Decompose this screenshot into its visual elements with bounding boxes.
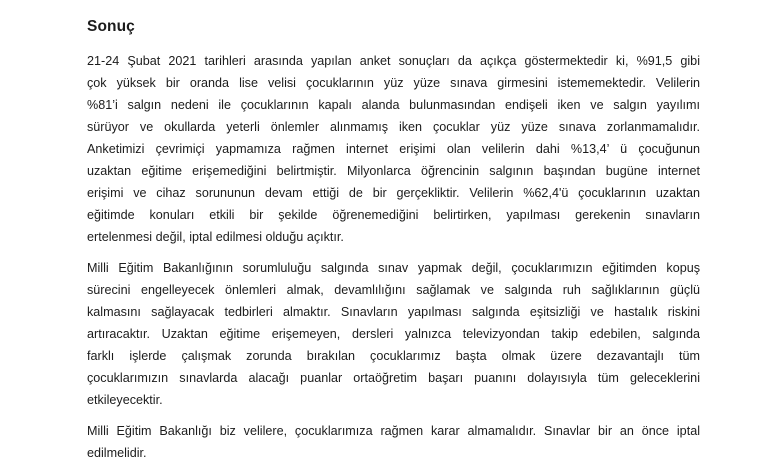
text-line: çok yüksek bir oranda lise velisi çocuklarının yüz yüze sınava girmesini istememektedir. Velilerin (87, 76, 700, 90)
text-line: 21-24 Şubat 2021 tarihleri arasında yapılan anket sonuçları da açıkça göstermektedir ki, %91,5 gibi (87, 54, 700, 68)
text-line: erişimi ve cihaz sorununun devam ettiği de bir gerçekliktir. Velilerin %62,4'ü çocuklarının uzaktan (87, 186, 700, 200)
text-line: Milli Eğitim Bakanlığının sorumluluğu salgında sınav yapmak değil, çocuklarımızın eğitimden kopuş (87, 261, 700, 275)
text-line: artıracaktır. Uzaktan eğitime erişemeyen, dersleri yalnızca televizyondan takip edebilen, salgında (87, 327, 700, 341)
text-line: çocuklarımızın sınavlarda alacağı puanlar ortaöğretim başarı puanını dolayısıyla tüm geleceklerini (87, 371, 700, 385)
text-line: Milli Eğitim Bakanlığı biz velilere, çocuklarımıza rağmen karar almamalıdır. Sınavlar bir an önce iptal (87, 424, 700, 438)
text-line: sürecini engelleyecek önlemleri almak, devamlılığını sağlamak ve salgında ruh sağlıklarının güçlü (87, 283, 700, 297)
text-line: farklı işlerde çalışmak zorunda bırakılan çocuklarımız başta olmak üzere dezavantajlı tüm (87, 349, 700, 363)
text-line: sürüyor ve okullarda yeterli önlemler alınmamış iken çocuklar yüz yüze sınava zorlanmamalıdır. (87, 120, 700, 134)
document-body (87, 50, 700, 464)
text-line: ertelenmesi değil, iptal edilmesi olduğu açıktır. (87, 230, 344, 244)
text-line: etkileyecektir. (87, 393, 163, 407)
paragraph (87, 50, 700, 248)
text-line: edilmelidir. (87, 446, 147, 460)
paragraph (87, 257, 700, 411)
paragraph (87, 420, 700, 464)
text-line: Anketimizi çevrimiçi yapmamıza rağmen internet erişimi olan velilerin dahi %13,4’ ü çocuğunun (87, 142, 700, 156)
text-line: kalmasını sağlayacak tedbirleri almaktır. Sınavların yapılması salgında eşitsizliği ve hastalık riskini (87, 305, 700, 319)
text-line: uzaktan eğitime erişemediğini belirtmiştir. Milyonlarca öğrencinin salgının başından bugüne internet (87, 164, 700, 178)
text-line: %81’i salgın nedeni ile çocuklarının kapalı alanda bulunmasından endişeli iken ve salgın yayılımı (87, 98, 700, 112)
text-line: eğitimde konuları etkili bir şekilde öğrenemediğini belirtirken, yapılması gerekenin sınavların (87, 208, 700, 222)
section-heading: Sonuç (87, 18, 135, 35)
